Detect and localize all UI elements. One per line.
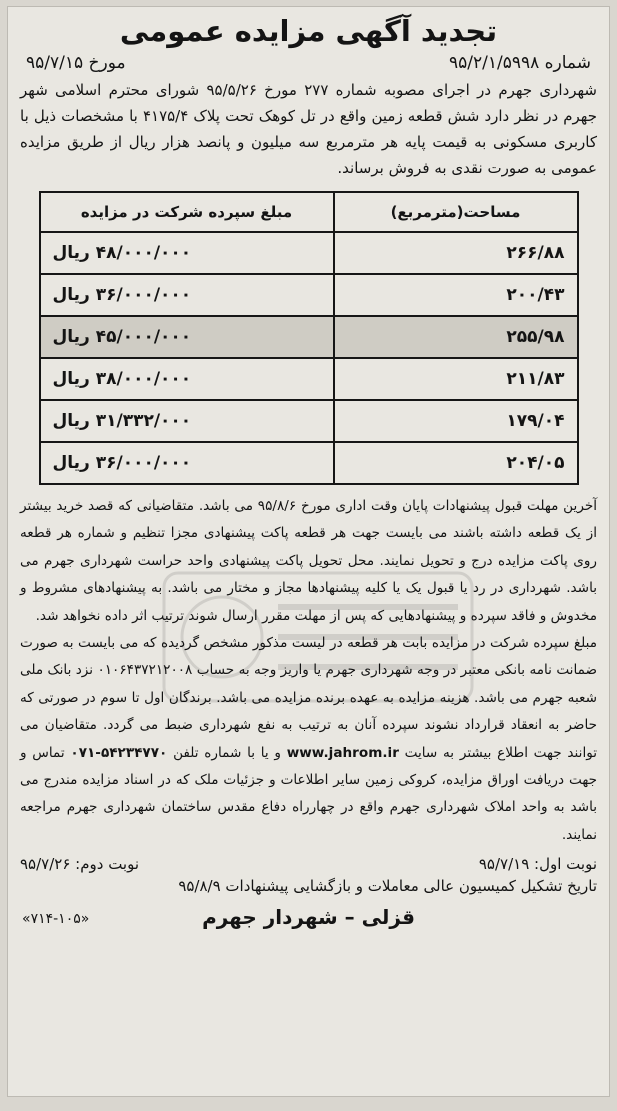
parcels-table: [39, 191, 579, 485]
area-cell: ۲۰۴/۰۵: [334, 442, 578, 484]
publication-turns: [8, 849, 609, 875]
notice-number: شماره ۹۵/۲/۱/۵۹۹۸: [448, 53, 591, 73]
first-turn-date: نوبت اول: ۹۵/۷/۱۹: [478, 855, 597, 874]
newspaper-notice: [7, 6, 610, 1097]
area-cell: ۲۰۰/۴۳: [334, 274, 578, 316]
table-row: [40, 400, 578, 442]
area-cell: ۲۱۱/۸۳: [334, 358, 578, 400]
phone-number: ۰۷۱-۵۴۲۳۴۷۷۰: [70, 744, 168, 761]
area-column-header: مساحت(مترمربع): [334, 192, 578, 232]
deposit-paragraph: [20, 630, 597, 849]
deadline-paragraph: آخرین مهلت قبول پیشنهادات پایان وقت اداری مورخ ۹۵/۸/۶ می باشد. متقاضیانی که قصد خرید بیشتر از یک قطعه داشته باشند می بایست جهت هر قطعه پاکت پیشنهادی مجزا تنظیم و شماره هر قطعه روی پاکت مزایده درج و تحویل نمایند. محل تحویل پاکت پیشنهادی واحد حراست شهرداری جهرم می باشد. شهرداری در رد یا قبول یک یا کلیه پیشنهادها مجاز و مختار می باشد. به پیشنهادهای مشروط و مخدوش و فاقد سپرده و پیشنهادهایی که پس از مهلت مقرر ارسال شوند ترتیب اثر داده نخواهد شد.: [20, 498, 597, 624]
signature-row: [8, 903, 609, 937]
area-cell: ۲۵۵/۹۸: [334, 316, 578, 358]
notice-reference-row: [8, 51, 609, 75]
terms-text-block: [8, 485, 609, 849]
notice-date: مورخ ۹۵/۷/۱۵: [26, 53, 126, 73]
website-link[interactable]: www.jahrom.ir: [286, 744, 399, 761]
deposit-text: مبلغ سپرده شرکت در مزایده بابت هر قطعه در لیست مذکور مشخص گردیده که می بایست به صورت ضمانت نامه بانکی معتبر در وجه شهرداری جهرم یا واریز وجه به حساب ۰۱۰۶۴۳۷۲۱۲۰۰۸ نزد بانک ملی شعبه جهرم می باشد. هزینه مزایده به عهده برنده مزایده می باشد. برندگان اول تا سوم در صورتی که حاضر به انعقاد قرارداد نشوند سپرده آنان به ترتیب به نفع شهرداری ضبط می گردد. متقاضیان می توانند جهت اطلاع بیشتر به سایت: [20, 635, 598, 761]
deposit-cell: ۳۱/۳۳۲/۰۰۰ ریال: [40, 400, 334, 442]
notice-code: «۷۱۴-۱۰۵»: [22, 911, 90, 928]
table-header-row: [40, 192, 578, 232]
deposit-cell: ۳۶/۰۰۰/۰۰۰ ریال: [40, 274, 334, 316]
deposit-cell: ۳۸/۰۰۰/۰۰۰ ریال: [40, 358, 334, 400]
table-row: [40, 358, 578, 400]
phone-intro-text: و یا با شماره تلفن: [173, 744, 281, 761]
table-row: [40, 232, 578, 274]
deposit-cell: ۴۸/۰۰۰/۰۰۰ ریال: [40, 232, 334, 274]
table-row: [40, 274, 578, 316]
deposit-column-header: مبلغ سپرده شرکت در مزایده: [40, 192, 334, 232]
area-cell: ۲۶۶/۸۸: [334, 232, 578, 274]
second-turn-date: نوبت دوم: ۹۵/۷/۲۶: [20, 855, 140, 874]
deposit-cell: ۴۵/۰۰۰/۰۰۰ ریال: [40, 316, 334, 358]
mayor-signature: قزلی – شهردار جهرم: [202, 905, 415, 930]
deposit-cell: ۳۶/۰۰۰/۰۰۰ ریال: [40, 442, 334, 484]
table-row: [40, 442, 578, 484]
table-row: [40, 316, 578, 358]
intro-paragraph-block: [8, 75, 609, 181]
area-cell: ۱۷۹/۰۴: [334, 400, 578, 442]
intro-paragraph: شهرداری جهرم در اجرای مصوبه شماره ۲۷۷ مورخ ۹۵/۵/۲۶ شورای محترم اسلامی شهر جهرم در نظر دارد شش قطعه زمین واقع در تل کوهک تحت پلاک ۴۱۷۵/۴ با مشخصات ذیل با کاربری مسکونی به قیمت پایه هر مترمربع سه میلیون و پانصد هزار ریال از طریق مزایده عمومی به صورت نقدی به فروش برساند.: [20, 81, 598, 177]
contact-text: تماس و جهت دریافت اوراق مزایده، کروکی زمین سایر اطلاعات و جزئیات ملک که در اسناد مزایده مندرج می باشد به واحد املاک شهرداری جهرم واقع در چهارراه دفاع مقدس ساختمان شهرداری جهرم مراجعه نمایند.: [20, 744, 597, 843]
commission-date: تاریخ تشکیل کمیسیون عالی معاملات و بازگشایی پیشنهادات ۹۵/۸/۹: [178, 877, 597, 896]
notice-title: تجدید آگهی مزایده عمومی: [119, 14, 498, 48]
